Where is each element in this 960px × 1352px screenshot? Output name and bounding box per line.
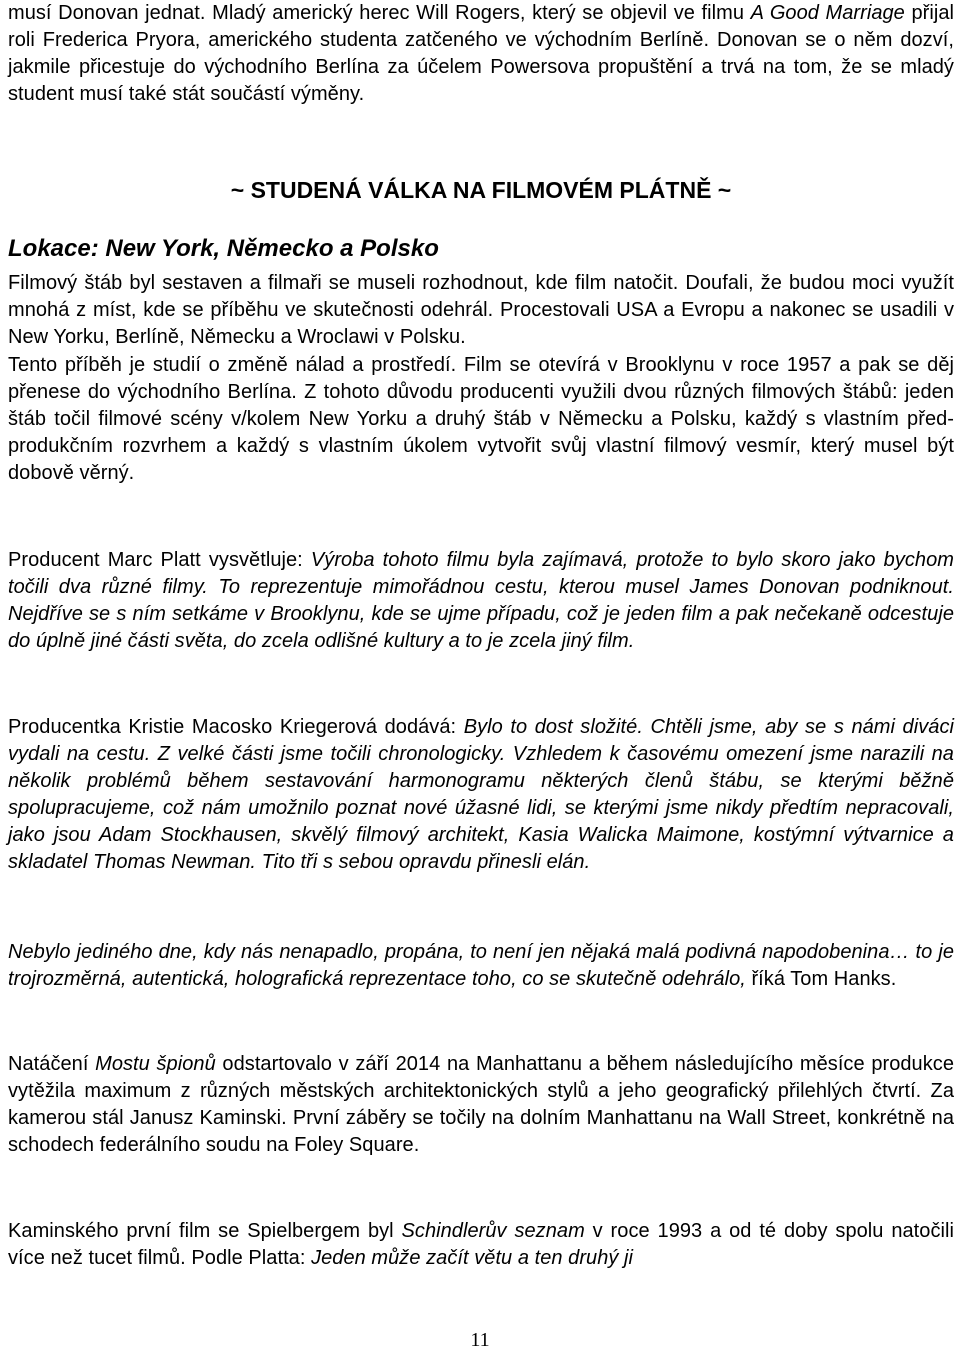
section-heading: ~ STUDENÁ VÁLKA NA FILMOVÉM PLÁTNĚ ~ <box>230 177 732 203</box>
hanks-quote: Nebylo jediného dne, kdy nás nenapadlo, propána, to není jen nějaká malá podivná napodobenina… to je trojrozměrná, autentická, holografická reprezentace toho, co se skutečně odehrálo, <box>8 941 954 990</box>
hanks-attribution: říká Tom Hanks. <box>745 968 897 990</box>
platt-quote: Výroba tohoto filmu byla zajímavá, protože to bylo skoro jako bychom točili dva různé filmy. To reprezentuje mimořádnou cestu, kterou musel James Donovan podniknout. Nejdříve se s ním setkáme v Brooklynu, kde se ujme případu, což je jeden film a pak nečekaně odcestuje do úplně jiné části světa, do zcela odlišné kultury a to je zcela jiný film. <box>8 549 954 652</box>
kaminski-text-middle: v roce 1993 a od té doby spolu natočili více než tucet filmů. Podle Platta: <box>8 1220 954 1269</box>
intro-text-end: přijal roli Frederica Pryora, amerického studenta zatčeného ve východním Berlíně. Donovan se o něm dozví, jakmile přicestuje do východního Berlína za účelem Powersova propuštění a trvá na tom, že se mladý student musí také stát součástí výměny. <box>8 2 954 105</box>
story-text: Tento příběh je studií o změně nálad a prostředí. Film se otevírá v Brooklynu v roce 1957 a pak se děj přenese do východního Berlína. Z tohoto důvodu producenti využili dvou různých filmových štábů: jeden štáb točil filmové scény v/kolem New Yorku a druhý štáb v Německu a Polsku, každý s vlastním před-produkčním rozvrhem a každý s vlastním úkolem vytvořit svůj vlastní filmový vesmír, který musel být dobově věrný. <box>8 354 954 484</box>
kaminski-quote: Jeden může začít větu a ten druhý ji <box>311 1247 634 1269</box>
krieger-intro: Producentka Kristie Macosko Kriegerová dodává: <box>8 716 464 738</box>
film-title-schindler: Schindlerův seznam <box>401 1220 585 1242</box>
kaminski-text-start: Kaminského první film se Spielbergem byl <box>8 1220 402 1242</box>
locations-paragraph <box>8 270 954 351</box>
shooting-paragraph <box>8 1051 954 1159</box>
locations-text: Filmový štáb byl sestaven a filmaři se museli rozhodnout, kde film natočit. Doufali, že budou moci využít mnohá z míst, kde se příběhu ve skutečnosti odehrál. Procestovali USA a Evropu a nakonec se usadili v New Yorku, Berlíně, Německu a Wroclawi v Polsku. <box>8 272 954 348</box>
page-number: 11 <box>470 1329 490 1351</box>
krieger-paragraph <box>8 714 954 876</box>
film-title-good-marriage: A Good Marriage <box>750 2 905 24</box>
story-paragraph <box>8 352 954 487</box>
film-title-most-spionu: Mostu špionů <box>95 1053 216 1075</box>
platt-intro: Producent Marc Platt vysvětluje: <box>8 549 311 571</box>
platt-paragraph <box>8 547 954 655</box>
intro-text-start: musí Donovan jednat. Mladý americký herec Will Rogers, který se objevil ve filmu <box>8 2 751 24</box>
intro-paragraph <box>8 0 954 108</box>
location-heading: Lokace: New York, Německo a Polsko <box>8 235 439 262</box>
hanks-paragraph <box>8 939 954 993</box>
kaminski-paragraph <box>8 1218 954 1272</box>
shooting-text-start: Natáčení <box>8 1053 96 1075</box>
shooting-text-end: odstartovalo v září 2014 na Manhattanu a během následujícího měsíce produkce vytěžila maximum z různých městských architektonických stylů a jeho geografický přilehlých čtvrtí. Za kamerou stál Janusz Kaminski. První záběry se točily na dolním Manhattanu na Wall Street, konkrétně na schodech federálního soudu na Foley Square. <box>8 1053 954 1156</box>
krieger-quote: Bylo to dost složité. Chtěli jsme, aby se s námi diváci vydali na cestu. Z velké části jsme točili chronologicky. Vzhledem k časovému omezení jsme narazili na několik problémů během sestavování harmonogramu některých členů štábu, se kterými běžně spolupracujeme, což nám umožnilo poznat nové úžasné lidi, se kterými jsme nikdy předtím nepracovali, jako jsou Adam Stockhausen, skvělý filmový architekt, Kasia Walicka Maimone, kostýmní výtvarnice a skladatel Thomas Newman. Tito tři s sebou opravdu přinesli elán. <box>8 716 954 873</box>
